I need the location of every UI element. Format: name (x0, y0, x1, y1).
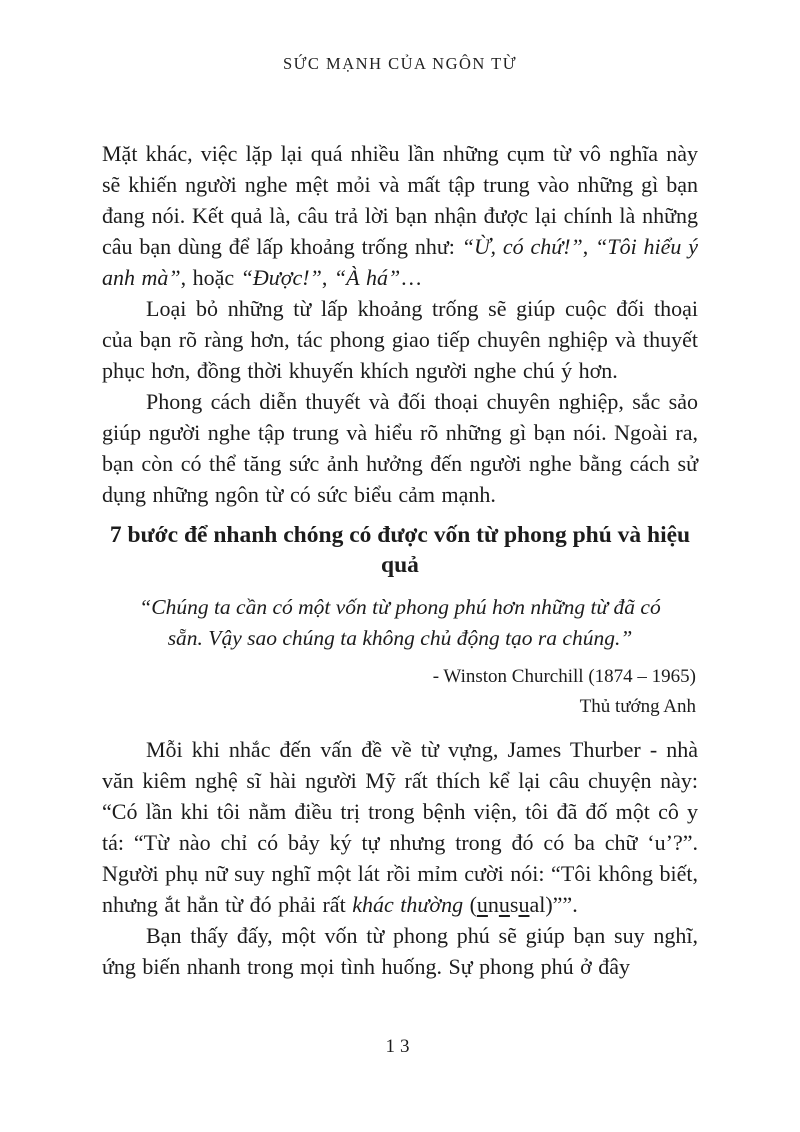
page-body (102, 138, 698, 982)
text-run: ( (463, 892, 477, 917)
quote-attribution (102, 662, 696, 722)
attribution-author: - Winston Churchill (1874 – 1965) (432, 666, 696, 687)
text-run: al)””. (529, 892, 578, 917)
underline-run: u (518, 892, 530, 917)
page-number: 13 (385, 1036, 415, 1057)
text-run: , (321, 265, 334, 290)
running-header (0, 0, 800, 74)
text-run: Mỗi khi nhắc đến vấn đề về từ vựng, James Thurber - nhà văn kiêm nghệ sĩ hài người Mỹ rất thích kể lại câu chuyện này: “Có lần khi tôi nằm điều trị trong bệnh viện, tôi đã đố một cô y tá: “Từ nào chỉ có bảy ký tự nhưng trong đó có ba chữ ‘u’?”. Người phụ nữ suy nghĩ một lát rồi mỉm cười nói: “Tôi không biết, nhưng ắt hẳn từ đó phải rất (102, 737, 698, 917)
text-run: , hoặc (180, 265, 241, 290)
text-run: Mặt khác, việc lặp lại quá nhiều lần những cụm từ vô nghĩa này sẽ khiến người nghe mệt mỏi và mất tập trung vào những gì bạn đang nói. Kết quả là, câu trả lời bạn nhận được lại chính là những câu bạn dùng để lấp khoảng trống như: (102, 141, 698, 259)
underline-run: u (476, 892, 488, 917)
paragraph-rich-vocabulary (102, 920, 698, 982)
italic-run: “À há” (333, 265, 401, 290)
text-run: , (582, 234, 596, 259)
paragraph-professional-style (102, 386, 698, 510)
text-run: … (400, 265, 423, 290)
text-run: s (509, 892, 519, 917)
text-run: Bạn thấy đấy, một vốn từ phong phú sẽ giúp bạn suy nghĩ, ứng biến nhanh trong mọi tình huống. Sự phong phú ở đây (102, 923, 698, 979)
underline-run: u (498, 892, 510, 917)
paragraph-fillers-effect (102, 138, 698, 293)
quote-text: “Chúng ta cần có một vốn từ phong phú hơn những từ đã có sẵn. Vậy sao chúng ta không chủ động tạo ra chúng.” (139, 595, 661, 650)
running-title: SỨC MẠNH CỦA NGÔN TỪ (282, 54, 518, 73)
paragraph-remove-fillers (102, 293, 698, 386)
italic-run: khác thường (352, 892, 464, 917)
section-heading: 7 bước để nhanh chóng có được vốn từ phong phú và hiệu quả (109, 522, 691, 578)
paragraph-james-thurber (102, 734, 698, 920)
italic-run: “Được!” (240, 265, 322, 290)
attribution-role: Thủ tướng Anh (579, 696, 696, 717)
text-run: n (487, 892, 499, 917)
italic-run: “Ừ, có chứ!” (461, 234, 583, 259)
text-run: Phong cách diễn thuyết và đối thoại chuyên nghiệp, sắc sảo giúp người nghe tập trung và hiểu rõ những gì bạn nói. Ngoài ra, bạn còn có thể tăng sức ảnh hưởng đến người nghe bằng cách sử dụng những ngôn từ có sức biểu cảm mạnh. (102, 389, 698, 507)
italic-run: “Tôi hiểu ý anh mà” (102, 234, 698, 290)
text-run: Loại bỏ những từ lấp khoảng trống sẽ giúp cuộc đối thoại của bạn rõ ràng hơn, tác phong giao tiếp chuyên nghiệp và thuyết phục hơn, đồng thời khuyến khích người nghe chú ý hơn. (102, 296, 698, 383)
